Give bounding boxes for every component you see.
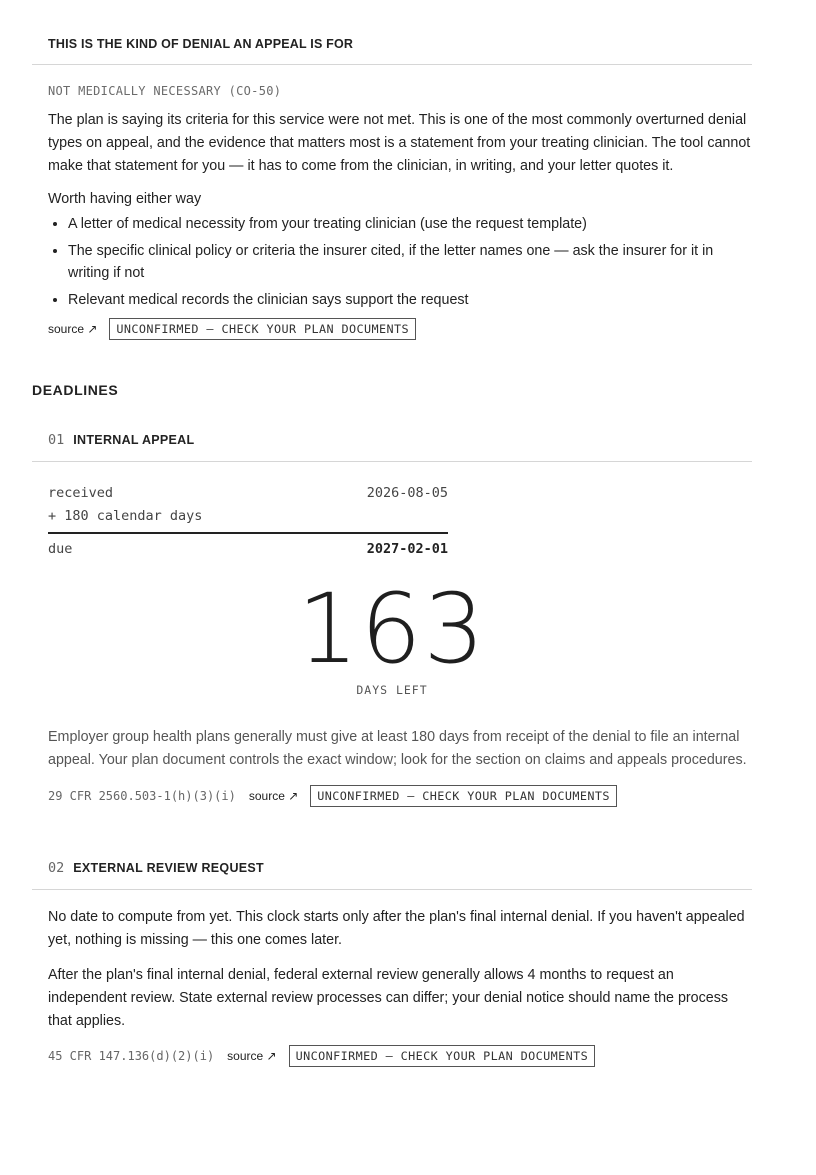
due-row: [48, 538, 448, 561]
unconfirmed-badge: UNCONFIRMED — CHECK YOUR PLAN DOCUMENTS: [310, 785, 617, 807]
source-link[interactable]: source ↗: [227, 1049, 277, 1063]
deadline-title: EXTERNAL REVIEW REQUEST: [73, 861, 264, 875]
denial-explanation: The plan is saying its criteria for this service were not met. This is one of the most commonly overturned denial types on appeal, and the evidence that matters most is a statement from your treating clinician. The tool cannot make that statement for you — it has to come from the clinician, in writing, and your letter quotes it.: [48, 112, 751, 174]
denial-type-section: [32, 84, 752, 340]
external-source-row: [48, 1045, 752, 1067]
denial-type-heading: THIS IS THE KIND OF DENIAL AN APPEAL IS FOR: [32, 0, 752, 65]
received-row: [48, 482, 448, 505]
calc-divider: [48, 532, 448, 534]
worth-having-title: Worth having either way: [48, 191, 202, 207]
internal-source-row: [48, 785, 752, 807]
external-review-section: [32, 906, 752, 1067]
external-review-explanation: After the plan's final internal denial, federal external review generally allows 4 months to request an independent review. State external review processes can differ; your denial notice should name the process that applies.: [48, 967, 729, 1029]
citation: 29 CFR 2560.503-1(h)(3)(i): [48, 789, 236, 803]
days-left-label: DAYS LEFT: [356, 683, 428, 697]
external-review-status: No date to compute from yet. This clock starts only after the plan's final internal denial. If you haven't appealed yet, nothing is missing — this one comes later.: [48, 909, 745, 948]
list-item: • The specific clinical policy or criteria the insurer cited, if the letter names one — ask the insurer for it in writing if not: [68, 240, 752, 284]
unconfirmed-badge: UNCONFIRMED — CHECK YOUR PLAN DOCUMENTS: [109, 318, 416, 340]
list-item: • Relevant medical records the clinician says support the request: [68, 289, 752, 311]
page-content: [32, 0, 752, 1067]
citation: 45 CFR 147.136(d)(2)(i): [48, 1049, 215, 1063]
unconfirmed-badge: UNCONFIRMED — CHECK YOUR PLAN DOCUMENTS: [289, 1045, 596, 1067]
received-label: received: [48, 485, 114, 501]
source-link[interactable]: source ↗: [48, 322, 98, 336]
received-value: 2026-08-05: [366, 485, 448, 501]
deadline-title: INTERNAL APPEAL: [73, 433, 195, 447]
due-label: due: [48, 541, 73, 557]
deadline-calculation: [48, 482, 448, 561]
due-value: 2027-02-01: [366, 541, 448, 557]
offset-label: + 180 calendar days: [48, 508, 203, 524]
days-left-count: 163: [297, 573, 487, 685]
denial-code-label: NOT MEDICALLY NECESSARY (CO-50): [48, 84, 282, 98]
internal-appeal-section: [32, 482, 752, 807]
intro-source-row: [48, 318, 752, 340]
internal-appeal-explanation: Employer group health plans generally must give at least 180 days from receipt of the denial to file an internal appeal. Your plan document controls the exact window; look for the section on claims and appeals procedures.: [48, 729, 747, 768]
internal-appeal-header: [32, 432, 752, 462]
deadline-number: 02: [48, 860, 65, 876]
external-review-header: [32, 860, 752, 890]
source-link[interactable]: source ↗: [248, 789, 299, 803]
deadline-number: 01: [48, 432, 65, 448]
list-item: • A letter of medical necessity from your treating clinician (use the request template): [68, 213, 752, 235]
offset-row: [48, 505, 448, 528]
worth-having-list: [48, 213, 752, 311]
deadlines-title: DEADLINES: [32, 382, 119, 398]
